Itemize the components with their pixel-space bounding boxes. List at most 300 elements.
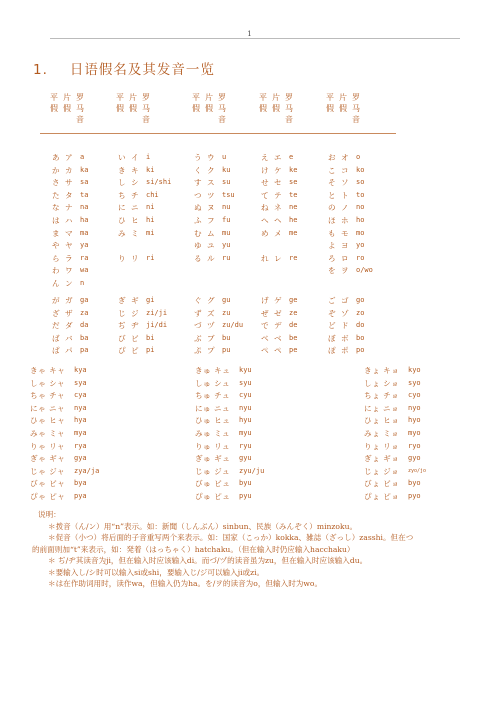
romaji: he bbox=[289, 216, 298, 224]
romaji: bu bbox=[222, 333, 231, 342]
youon-row bbox=[0, 491, 499, 502]
romaji: si/shi bbox=[146, 178, 172, 187]
romaji: pu bbox=[222, 346, 231, 355]
hiragana: り bbox=[118, 253, 126, 263]
katakana: ゼ bbox=[274, 308, 282, 318]
katakana: デ bbox=[274, 321, 282, 331]
hiragana: を bbox=[328, 266, 336, 276]
romaji: gyu bbox=[239, 454, 252, 463]
romaji: a bbox=[80, 153, 85, 161]
youon-kana: きょ キョ bbox=[364, 366, 400, 375]
romaji: cyu bbox=[239, 391, 252, 400]
romaji: myu bbox=[239, 429, 252, 437]
hiragana: ぼ bbox=[328, 333, 336, 343]
romaji: pyo bbox=[408, 492, 421, 500]
header-label bbox=[192, 114, 205, 125]
header-label: 假 bbox=[63, 104, 71, 113]
romaji: sya bbox=[74, 378, 87, 387]
romaji: o bbox=[356, 153, 361, 161]
hiragana: く bbox=[194, 165, 202, 175]
katakana: ル bbox=[207, 253, 215, 263]
header-label bbox=[272, 114, 285, 125]
katakana: ゴ bbox=[341, 296, 349, 305]
youon-kana: ぎょ ギョ bbox=[364, 454, 400, 464]
youon-row bbox=[0, 441, 499, 452]
romaji: zo bbox=[356, 308, 365, 317]
header-label: 片 bbox=[205, 93, 213, 102]
kana-row bbox=[0, 253, 499, 264]
romaji: me bbox=[289, 228, 298, 237]
header-label: 假 bbox=[326, 104, 334, 113]
hiragana: む bbox=[194, 228, 202, 238]
youon-kana: みゅ ミュ bbox=[195, 429, 231, 438]
katakana: ワ bbox=[65, 266, 73, 276]
romaji: bo bbox=[356, 333, 365, 342]
title-number: 1. bbox=[33, 62, 48, 78]
katakana: タ bbox=[65, 190, 73, 200]
hiragana: ぺ bbox=[261, 346, 269, 356]
header-column bbox=[259, 92, 298, 125]
romaji: hyu bbox=[239, 416, 252, 425]
hiragana: せ bbox=[261, 178, 269, 188]
romaji: cya bbox=[74, 391, 87, 400]
hiragana: ぴ bbox=[118, 346, 126, 356]
katakana: マ bbox=[65, 228, 73, 238]
romaji: ku bbox=[222, 165, 231, 174]
katakana: ペ bbox=[274, 346, 282, 356]
romaji: se bbox=[289, 178, 298, 187]
romaji: ru bbox=[222, 253, 231, 262]
katakana: ク bbox=[207, 165, 215, 175]
hiragana: づ bbox=[194, 321, 202, 331]
romaji: za bbox=[80, 308, 89, 317]
youon-kana: ぎゃ ギャ bbox=[30, 454, 66, 464]
youon-row bbox=[0, 478, 499, 489]
youon-row bbox=[0, 428, 499, 439]
romaji: be bbox=[289, 333, 298, 342]
hiragana: ざ bbox=[52, 308, 60, 318]
katakana: ソ bbox=[341, 178, 349, 188]
note-item: ＊は在作助词用时，读作wa，但输入仍为ha。を/ヲ的读音为o，但输入时为wo。 bbox=[48, 579, 323, 588]
romaji: ro bbox=[356, 253, 365, 262]
hiragana: み bbox=[118, 228, 126, 238]
header-label: 假 bbox=[129, 104, 137, 113]
hiragana: ぎ bbox=[118, 296, 126, 305]
hiragana: の bbox=[328, 203, 336, 213]
page-title bbox=[33, 58, 215, 78]
romaji: ryo bbox=[408, 441, 421, 450]
header-label: 平 bbox=[50, 93, 58, 102]
katakana: ラ bbox=[65, 253, 73, 263]
hiragana: が bbox=[52, 296, 60, 305]
romaji: fu bbox=[222, 216, 231, 224]
header-column bbox=[326, 92, 365, 125]
katakana: ゾ bbox=[341, 308, 349, 318]
youon-kana: ちゃ チャ bbox=[30, 391, 66, 401]
romaji: ne bbox=[289, 203, 298, 212]
youon-kana: きゃ キャ bbox=[30, 366, 66, 375]
romaji: kyo bbox=[408, 366, 421, 374]
header-label bbox=[50, 114, 63, 125]
romaji: tsu bbox=[222, 190, 235, 199]
youon-kana: ちょ チョ bbox=[364, 391, 400, 401]
romaji: su bbox=[222, 178, 231, 187]
romaji: mi bbox=[146, 228, 155, 237]
katakana: バ bbox=[65, 333, 73, 343]
header-label: 罗 bbox=[76, 93, 84, 102]
header-label: 马 bbox=[352, 104, 360, 113]
katakana: ホ bbox=[341, 216, 349, 225]
romaji: gu bbox=[222, 296, 231, 304]
romaji: hyo bbox=[408, 416, 421, 425]
katakana: プ bbox=[207, 346, 215, 356]
katakana: オ bbox=[341, 153, 349, 162]
header-label: 假 bbox=[116, 104, 124, 113]
kana-row bbox=[0, 215, 499, 226]
kana-row bbox=[0, 295, 499, 306]
katakana: ガ bbox=[65, 296, 73, 305]
romaji: pya bbox=[74, 492, 87, 500]
kana-row bbox=[0, 202, 499, 213]
hiragana: あ bbox=[52, 153, 60, 162]
katakana: ム bbox=[207, 228, 215, 238]
romaji: ha bbox=[80, 216, 89, 224]
katakana: ニ bbox=[131, 203, 139, 213]
youon-row bbox=[0, 466, 499, 477]
romaji: ni bbox=[146, 203, 155, 212]
romaji: do bbox=[356, 321, 365, 330]
katakana: ヂ bbox=[131, 321, 139, 331]
header-label: 假 bbox=[259, 104, 267, 113]
romaji: byo bbox=[408, 479, 421, 488]
hiragana: ふ bbox=[194, 216, 202, 225]
hiragana: ず bbox=[194, 308, 202, 318]
romaji: zyu/ju bbox=[239, 466, 265, 475]
romaji: mo bbox=[356, 228, 365, 237]
katakana: ド bbox=[341, 321, 349, 331]
romaji: ya bbox=[80, 241, 89, 250]
youon-kana: りゃ リャ bbox=[30, 441, 66, 451]
youon-kana: じゅ ジュ bbox=[195, 466, 231, 476]
katakana: ケ bbox=[274, 165, 282, 175]
top-rule bbox=[50, 38, 460, 39]
romaji: kyu bbox=[239, 366, 252, 374]
hiragana: ね bbox=[261, 203, 269, 213]
note-item: 的前面则加“t”来表示，如：発着（はっちゃく）hatchaku。（但在输入时仍应输入hacchaku） bbox=[32, 544, 355, 554]
romaji: zu bbox=[222, 308, 231, 317]
romaji: ga bbox=[80, 296, 89, 304]
romaji: ho bbox=[356, 216, 365, 224]
hiragana: め bbox=[261, 228, 269, 238]
hiragana: と bbox=[328, 190, 336, 200]
romaji: cyo bbox=[408, 391, 421, 400]
youon-row bbox=[0, 403, 499, 414]
header-label: 假 bbox=[339, 104, 347, 113]
hiragana: ん bbox=[52, 279, 60, 288]
romaji: ra bbox=[80, 253, 89, 262]
header-label bbox=[339, 114, 352, 125]
header-column bbox=[116, 92, 155, 125]
header-label: 马 bbox=[142, 104, 150, 113]
katakana: ユ bbox=[207, 241, 215, 251]
romaji: zya/ja bbox=[74, 466, 100, 475]
romaji: mya bbox=[74, 429, 87, 437]
romaji: ge bbox=[289, 296, 298, 304]
katakana: ツ bbox=[207, 190, 215, 200]
romaji: pyu bbox=[239, 492, 252, 500]
hiragana: お bbox=[328, 153, 336, 162]
katakana: カ bbox=[65, 165, 73, 175]
romaji: u bbox=[222, 153, 227, 161]
header-label bbox=[259, 114, 272, 125]
kana-row bbox=[0, 152, 499, 163]
romaji: zu/du bbox=[222, 321, 244, 330]
header-label: 罗 bbox=[142, 93, 150, 102]
katakana: セ bbox=[274, 178, 282, 188]
hiragana: し bbox=[118, 178, 126, 188]
header-label: 片 bbox=[272, 93, 280, 102]
romaji: hya bbox=[74, 416, 87, 425]
youon-kana: びょ ビョ bbox=[364, 479, 400, 489]
katakana: ナ bbox=[65, 203, 73, 213]
kana-row bbox=[0, 177, 499, 188]
hiragana: ち bbox=[118, 190, 126, 200]
notes-section bbox=[32, 509, 468, 590]
romaji: i bbox=[146, 153, 151, 161]
youon-kana: ぎゅ ギュ bbox=[195, 454, 231, 464]
katakana: ヅ bbox=[207, 321, 215, 331]
romaji: wa bbox=[80, 266, 89, 275]
katakana: ト bbox=[341, 190, 349, 200]
youon-kana: じゃ ジャ bbox=[30, 466, 66, 476]
hiragana: へ bbox=[261, 216, 269, 225]
hiragana: う bbox=[194, 153, 202, 162]
notes-heading: 说明： bbox=[38, 510, 61, 519]
header-label: 音 bbox=[76, 115, 84, 124]
romaji: te bbox=[289, 190, 298, 199]
header-label: 片 bbox=[339, 93, 347, 102]
hiragana: わ bbox=[52, 266, 60, 276]
header-label: 马 bbox=[285, 104, 293, 113]
romaji: ta bbox=[80, 190, 89, 199]
kana-row bbox=[0, 240, 499, 251]
hiragana: た bbox=[52, 190, 60, 200]
header-label: 马 bbox=[76, 104, 84, 113]
romaji: yu bbox=[222, 241, 231, 250]
hiragana: す bbox=[194, 178, 202, 188]
romaji: na bbox=[80, 203, 89, 212]
katakana: エ bbox=[274, 153, 282, 162]
youon-kana: ぴゅ ピュ bbox=[195, 492, 231, 501]
katakana: ン bbox=[65, 279, 73, 288]
romaji: da bbox=[80, 321, 89, 330]
romaji: so bbox=[356, 178, 365, 187]
katakana: ズ bbox=[207, 308, 215, 318]
romaji: ki bbox=[146, 165, 155, 174]
romaji: zi/ji bbox=[146, 308, 168, 317]
hiragana: は bbox=[52, 216, 60, 225]
note-item: ＊ ぢ/ヂ其读音为ji，但在输入时应该输入di。而づ/ヅ的读音虽为zu，但在输入时应该输入du。 bbox=[48, 556, 368, 565]
romaji: gyo bbox=[408, 454, 421, 463]
katakana: ス bbox=[207, 178, 215, 188]
katakana: ザ bbox=[65, 308, 73, 318]
youon-kana: ひょ ヒョ bbox=[364, 416, 400, 426]
katakana: ジ bbox=[131, 308, 139, 318]
katakana: キ bbox=[131, 165, 139, 175]
romaji: e bbox=[289, 153, 294, 161]
romaji: to bbox=[356, 190, 365, 199]
youon-kana: しゅ シュ bbox=[195, 378, 231, 388]
header-label: 假 bbox=[272, 104, 280, 113]
katakana: ピ bbox=[131, 346, 139, 356]
header-label bbox=[326, 114, 339, 125]
romaji: ba bbox=[80, 333, 89, 342]
header-label: 平 bbox=[326, 93, 334, 102]
header-label: 罗 bbox=[285, 93, 293, 102]
romaji: pa bbox=[80, 346, 89, 355]
note-item: ＊要输入し/シ时可以输入si或shi，要输入じ/ジ可以输入ji或zi。 bbox=[48, 567, 265, 577]
hiragana: ま bbox=[52, 228, 60, 238]
hiragana: ど bbox=[328, 321, 336, 331]
header-label: 假 bbox=[50, 104, 58, 113]
romaji: byu bbox=[239, 479, 252, 488]
hiragana: ぷ bbox=[194, 346, 202, 356]
hiragana: ぐ bbox=[194, 296, 202, 305]
hiragana: ひ bbox=[118, 216, 126, 225]
romaji: rya bbox=[74, 441, 87, 450]
header-label: 片 bbox=[63, 93, 71, 102]
hiragana: ぬ bbox=[194, 203, 202, 213]
hiragana: れ bbox=[261, 253, 269, 263]
hiragana: に bbox=[118, 203, 126, 213]
romaji: chi bbox=[146, 190, 159, 199]
youon-row bbox=[0, 378, 499, 389]
hiragana: え bbox=[261, 153, 269, 162]
youon-kana: しゃ シャ bbox=[30, 378, 66, 388]
romaji: hi bbox=[146, 216, 155, 224]
header-label: 罗 bbox=[352, 93, 360, 102]
hiragana: ご bbox=[328, 296, 336, 305]
romaji: syo bbox=[408, 378, 421, 387]
romaji: n bbox=[80, 279, 85, 287]
kana-row bbox=[0, 333, 499, 344]
katakana: ヘ bbox=[274, 216, 282, 225]
katakana: ノ bbox=[341, 203, 349, 213]
youon-kana: みょ ミョ bbox=[364, 429, 400, 438]
youon-kana: じょ ジョ bbox=[364, 466, 400, 476]
hiragana: な bbox=[52, 203, 60, 213]
page-number: 1 bbox=[247, 30, 252, 38]
romaji: go bbox=[356, 296, 365, 304]
katakana: サ bbox=[65, 178, 73, 188]
romaji: nyo bbox=[408, 403, 421, 412]
hiragana: よ bbox=[328, 241, 336, 251]
header-label: 音 bbox=[218, 115, 226, 124]
romaji: zyo/jo bbox=[408, 467, 427, 474]
katakana: ヨ bbox=[341, 241, 349, 251]
katakana: ア bbox=[65, 153, 73, 162]
katakana: ボ bbox=[341, 333, 349, 343]
hiragana: い bbox=[118, 153, 126, 162]
title-text: 日语假名及其发音一览 bbox=[69, 62, 215, 78]
table-header bbox=[0, 92, 499, 132]
katakana: ロ bbox=[341, 253, 349, 263]
header-label: 假 bbox=[192, 104, 200, 113]
katakana: ハ bbox=[65, 216, 73, 225]
kana-row bbox=[0, 165, 499, 176]
youon-kana: みゃ ミャ bbox=[30, 429, 66, 438]
header-label bbox=[63, 114, 76, 125]
katakana: ブ bbox=[207, 333, 215, 343]
hiragana: ぞ bbox=[328, 308, 336, 318]
hiragana: も bbox=[328, 228, 336, 238]
katakana: メ bbox=[274, 228, 282, 238]
romaji: po bbox=[356, 346, 365, 355]
romaji: ma bbox=[80, 228, 89, 237]
youon-kana: ちゅ チュ bbox=[195, 391, 231, 401]
hiragana: て bbox=[261, 190, 269, 200]
katakana: モ bbox=[341, 228, 349, 238]
hiragana: け bbox=[261, 165, 269, 175]
header-label: 平 bbox=[259, 93, 267, 102]
romaji: mu bbox=[222, 228, 231, 237]
katakana: パ bbox=[65, 346, 73, 356]
youon-kana: ぴゃ ピャ bbox=[30, 492, 66, 501]
romaji: nu bbox=[222, 203, 231, 212]
youon-kana: りゅ リュ bbox=[195, 441, 231, 451]
header-label: 片 bbox=[129, 93, 137, 102]
romaji: ke bbox=[289, 165, 298, 174]
header-label: 音 bbox=[142, 115, 150, 124]
hiragana: げ bbox=[261, 296, 269, 305]
romaji: re bbox=[289, 253, 298, 262]
romaji: sa bbox=[80, 178, 89, 187]
hiragana: だ bbox=[52, 321, 60, 331]
header-separator bbox=[40, 133, 396, 134]
romaji: ji/di bbox=[146, 321, 168, 330]
romaji: ze bbox=[289, 308, 298, 317]
romaji: o/wo bbox=[356, 266, 373, 275]
katakana: チ bbox=[131, 190, 139, 200]
hiragana: か bbox=[52, 165, 60, 175]
romaji: kya bbox=[74, 366, 87, 374]
katakana: ビ bbox=[131, 333, 139, 343]
youon-kana: びゅ ビュ bbox=[195, 479, 231, 489]
hiragana: ぽ bbox=[328, 346, 336, 356]
hiragana: ば bbox=[52, 333, 60, 343]
kana-row bbox=[0, 345, 499, 356]
header-label bbox=[129, 114, 142, 125]
youon-row bbox=[0, 365, 499, 376]
hiragana: ゆ bbox=[194, 241, 202, 251]
romaji: bi bbox=[146, 333, 155, 342]
romaji: pi bbox=[146, 346, 155, 355]
hiragana: べ bbox=[261, 333, 269, 343]
hiragana: こ bbox=[328, 165, 336, 175]
hiragana: ほ bbox=[328, 216, 336, 225]
katakana: ギ bbox=[131, 296, 139, 305]
romaji: ka bbox=[80, 165, 89, 174]
header-label bbox=[205, 114, 218, 125]
youon-row bbox=[0, 390, 499, 401]
romaji: ko bbox=[356, 165, 365, 174]
youon-row bbox=[0, 453, 499, 464]
header-label: 马 bbox=[218, 104, 226, 113]
romaji: syu bbox=[239, 378, 252, 387]
katakana: フ bbox=[207, 216, 215, 225]
hiragana: き bbox=[118, 165, 126, 175]
romaji: bya bbox=[74, 479, 87, 488]
